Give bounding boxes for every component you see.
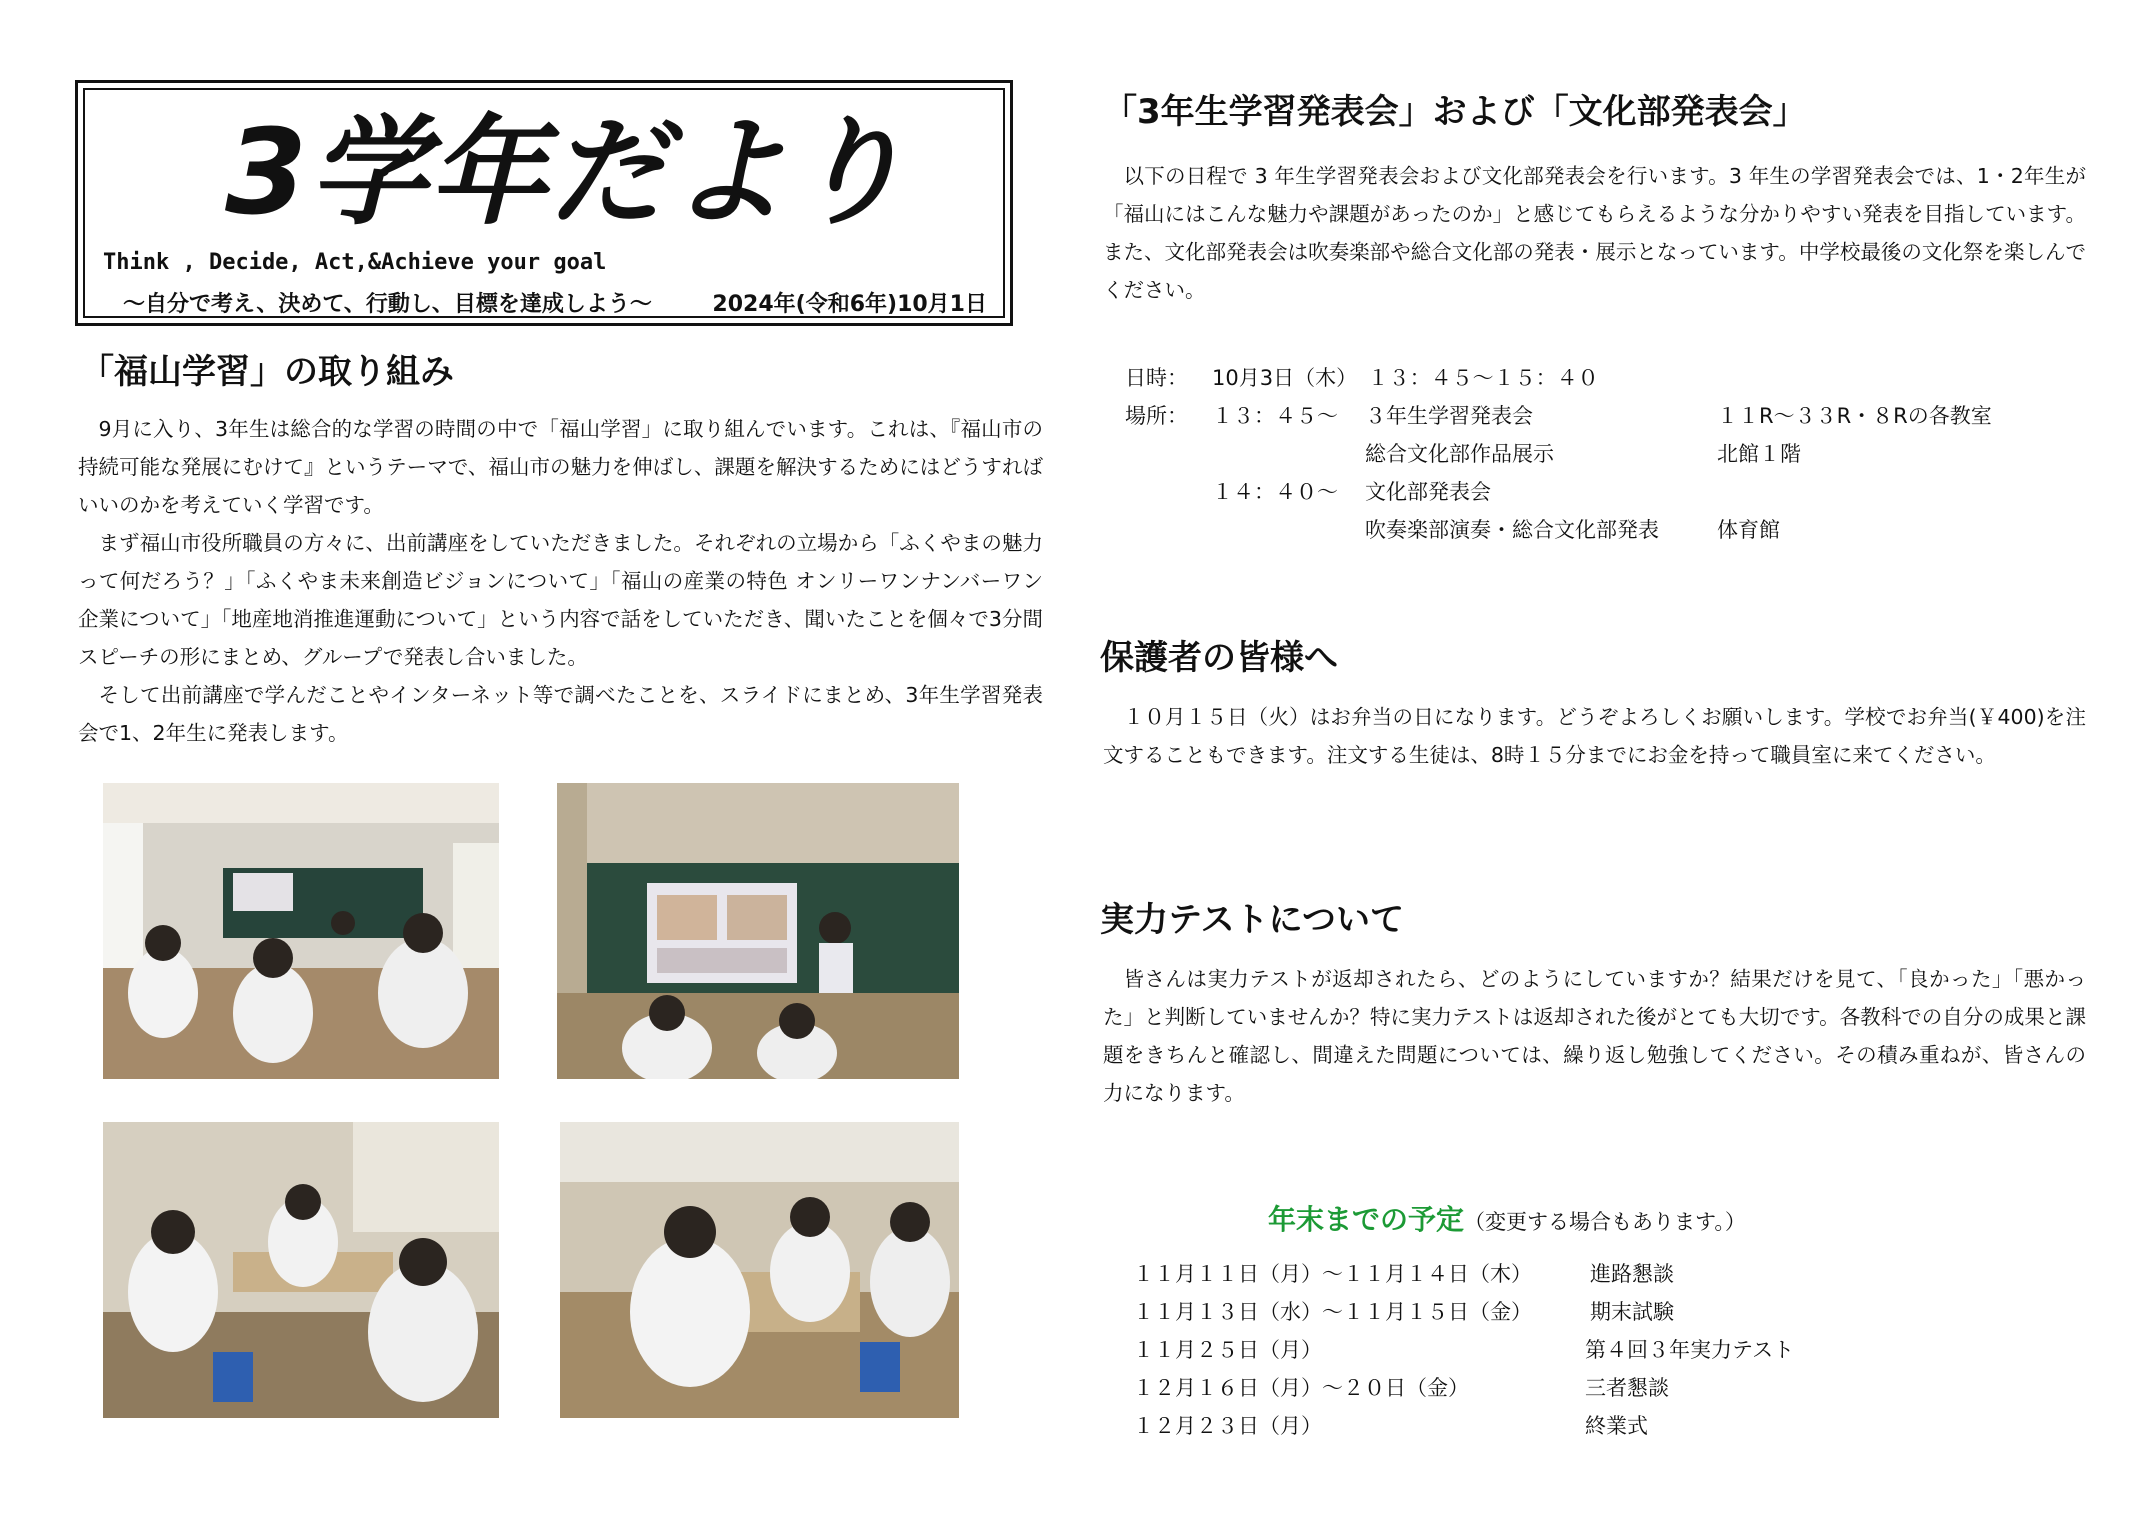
motto-english: Think , Decide, Act,&Achieve your goal xyxy=(103,250,607,275)
classroom-photo-4 xyxy=(560,1122,959,1418)
events-title: 年末までの予定 xyxy=(1268,1203,1465,1236)
classroom-photo-3 xyxy=(103,1122,499,1418)
event-date: １２月２３日（月） xyxy=(1133,1414,1322,1438)
classroom-photo-1 xyxy=(103,783,499,1079)
schedule-place: 北館１階 xyxy=(1717,442,1801,466)
schedule-event: ３年生学習発表会 xyxy=(1365,404,1533,428)
fukuyama-heading: 「福山学習」の取り組み xyxy=(80,352,454,392)
classroom-photo-2 xyxy=(557,783,959,1079)
place-label: 場所： xyxy=(1125,404,1188,428)
events-note: （変更する場合もあります。） xyxy=(1464,1210,1746,1234)
presentation-heading: 「3年生学習発表会」および「文化部発表会」 xyxy=(1103,92,1807,132)
guardians-paragraph: １０月１５日（火）はお弁当の日になります。どうぞよろしくお願いします。学校でお弁当(￥400)を注文することもできます。注文する生徒は、8時１５分までにお金を持って職員室に来てください。 xyxy=(1103,705,2086,767)
fukuyama-paragraph-3: そして出前講座で学んだことやインターネット等で調べたことを、スライドにまとめ、3年生学習発表会で1、2年生に発表します。 xyxy=(78,683,1043,745)
event-name: 期末試験 xyxy=(1590,1300,1674,1324)
schedule-event: 文化部発表会 xyxy=(1365,480,1491,504)
issue-date: 2024年(令和6年)10月1日 xyxy=(712,292,987,317)
schedule-event: 総合文化部作品展示 xyxy=(1365,442,1554,466)
guardians-heading: 保護者の皆様へ xyxy=(1100,638,1338,678)
event-name: 進路懇談 xyxy=(1590,1262,1674,1286)
test-paragraph: 皆さんは実力テストが返却されたら、どのようにしていますか？結果だけを見て、「良かった」「悪かった」と判断していませんか？特に実力テストは返却された後がとても大切です。各教科での自分の成果と課題をきちんと確認し、間違えた問題については、繰り返し勉強してください。その積み重ねが、皆さんの力になります。 xyxy=(1103,967,2086,1105)
event-date: １１月１１日（月）～１１月１４日（木） xyxy=(1133,1262,1532,1286)
date-value: 10月3日（木） １３：４５～１５：４０ xyxy=(1212,366,1599,390)
presentation-body xyxy=(1103,157,2086,309)
schedule-place: 体育館 xyxy=(1717,518,1780,542)
guardians-body xyxy=(1103,698,2086,774)
motto-japanese: ～自分で考え、決めて、行動し、目標を達成しよう～ xyxy=(123,292,652,317)
schedule-place: １１R～３３R・８Rの各教室 xyxy=(1717,404,1992,428)
events-header xyxy=(1268,1198,1746,1238)
date-label: 日時： xyxy=(1125,366,1188,390)
newsletter-title: 3学年だより xyxy=(225,103,910,241)
test-body xyxy=(1103,960,2086,1112)
fukuyama-paragraph-1: 9月に入り、3年生は総合的な学習の時間の中で「福山学習」に取り組んでいます。これは、『福山市の持続可能な発展にむけて』というテーマで、福山市の魅力を伸ばし、課題を解決するためにはどうすればいいのかを考えていく学習です。 xyxy=(78,417,1043,517)
title-box-inner xyxy=(83,88,1005,318)
event-date: １１月２５日（月） xyxy=(1133,1338,1322,1362)
event-name: 終業式 xyxy=(1585,1414,1648,1438)
presentation-paragraph: 以下の日程で 3 年生学習発表会および文化部発表会を行います。3 年生の学習発表会では、1・2年生が「福山にはこんな魅力や課題があったのか」と感じてもらえるような分かりやすい発表を目指しています。また、文化部発表会は吹奏楽部や総合文化部の発表・展示となっています。中学校最後の文化祭を楽しんでください。 xyxy=(1103,164,2086,302)
fukuyama-body xyxy=(78,410,1043,752)
schedule-event: 吹奏楽部演奏・総合文化部発表 xyxy=(1365,518,1659,542)
event-date: １１月１３日（水）～１１月１５日（金） xyxy=(1133,1300,1532,1324)
fukuyama-paragraph-2: まず福山市役所職員の方々に、出前講座をしていただきました。それぞれの立場から「ふくやまの魅力って何だろう？」「ふくやま未来創造ビジョンについて」「福山の産業の特色 オンリーワンナンバーワン企業について」「地産地消推進運動について」という内容で話をしていただき、聞いたことを個々で3分間スピーチの形にまとめ、グループで発表し合いました。 xyxy=(78,531,1043,669)
title-box xyxy=(75,80,1013,326)
event-name: 第４回３年実力テスト xyxy=(1585,1338,1795,1362)
event-date: １２月１６日（月）～２０日（金） xyxy=(1133,1376,1469,1400)
test-heading: 実力テストについて xyxy=(1100,900,1404,940)
schedule-time: １４：４０～ xyxy=(1212,480,1338,504)
schedule-time: １３：４５～ xyxy=(1212,404,1338,428)
event-name: 三者懇談 xyxy=(1585,1376,1669,1400)
